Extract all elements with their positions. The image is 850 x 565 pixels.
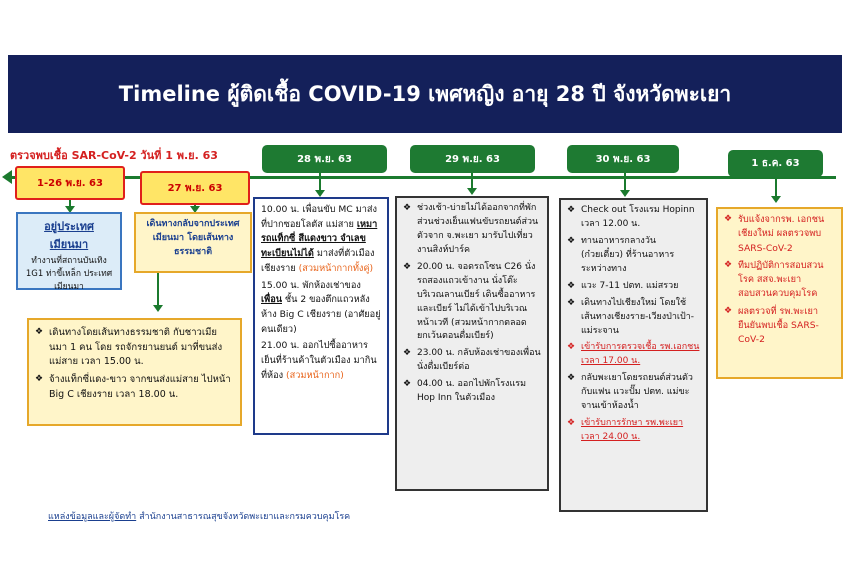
list-item: ❖ กลับพะเยาโดยรถยนต์ส่วนตัวกับแฟน แวะปั๊ม ปตท. แม่ขะจานเข้าห้องน้ำ <box>567 373 693 412</box>
list-item: ❖ 04.00 น. ออกไปพักโรงแรม Hop Inn ในตัวเมือง <box>403 379 527 404</box>
date-tag-29-nov: 29 พ.ย. 63 <box>410 145 535 173</box>
travel-box <box>27 318 242 426</box>
day28-entry-1: 10.00 น. เพื่อนขับ MC มาส่งที่ปากซอยโลตัส แม่สาย เหมารถแท็กซี่ สีแดงขาว จำเลขทะเบียนไม่ได้ มาส่งที่ตัวเมืองเชียงราย (สวมหน้ากากทั้งคู่) <box>261 204 378 274</box>
bullet-icon: ❖ <box>567 280 576 291</box>
return-box <box>134 212 252 273</box>
list-item: ❖ ทีมปฏิบัติการสอบสวนโรค สสจ.พะเยา สอบสวนควบคุมโรค <box>724 259 824 300</box>
connector-line <box>319 173 321 191</box>
arrow-down-icon <box>315 190 325 197</box>
source-line <box>48 509 350 523</box>
list-item: ❖ 20.00 น. จอดรถโซน C26 นั่งรถสองแถวเข้างาน นั่งโต๊ะบริเวณลานเบียร์ เดินซื้ออาหารและเบียร์ ไม่ได้เข้าไปบริเวณหน้าเวที (สวมหน้ากากตลอด ยกเว้นตอนดื่มเบียร์) <box>403 261 536 342</box>
bullet-icon: ❖ <box>403 203 412 213</box>
bullet-icon: ❖ <box>567 235 576 246</box>
bullet-icon: ❖ <box>403 379 412 390</box>
arrow-down-icon <box>771 196 781 203</box>
bullet-icon: ❖ <box>567 418 576 429</box>
list-item: ❖ เดินทางโดยเส้นทางธรรมชาติ กับชาวเมียนมา 1 คน โดย รถจักรยานยนต์ มาที่ขนส่งแม่สาย เวลา 15.00 น. <box>35 327 223 368</box>
date-tag-27-nov: 27 พ.ย. 63 <box>140 171 250 205</box>
arrow-down-icon <box>153 305 163 312</box>
bullet-icon: ❖ <box>567 342 576 353</box>
list-item: ❖ เข้ารับการรักษา รพ.พะเยา เวลา 24.00 น. <box>567 418 684 443</box>
page-title: Timeline ผู้ติดเชื้อ COVID-19 เพศหญิง อายุ 28 ปี จังหวัดพะเยา <box>8 55 842 133</box>
myanmar-body: ทำงานที่สถานบันเทิง 1G1 ท่าขี้เหล็ก ประเทศเมียนมา <box>25 256 113 292</box>
list-item: ❖ 23.00 น. กลับห้องเช่าของเพื่อน นั่งดื่มเบียร์ต่อ <box>403 348 541 373</box>
bullet-icon: ❖ <box>724 305 733 316</box>
bullet-icon: ❖ <box>35 374 44 385</box>
date-tag-28-nov: 28 พ.ย. 63 <box>262 145 387 173</box>
arrow-down-icon <box>467 188 477 195</box>
list-item: ❖ Check out โรงแรม Hopinn เวลา 12.00 น. <box>567 205 695 229</box>
source-text: สำนักงานสาธารณสุขจังหวัดพะเยาและกรมควบคุมโรค <box>139 512 351 522</box>
list-item: ❖ จ้างแท็กซี่แดง-ขาว จากขนส่งแม่สาย ไปหน้า Big C เชียงราย เวลา 18.00 น. <box>35 374 231 400</box>
list-item: ❖ เดินทางไปเชียงใหม่ โดยใช้เส้นทางเชียงราย-เวียงป่าเป้า-แม่ระจาน <box>567 297 695 336</box>
source-label: แหล่งข้อมูลและผู้จัดทำ <box>48 512 137 522</box>
day28-entry-2: 15.00 น. พักห้องเช่าของเพื่อน ชั้น 2 ของตึกแถวหลังห้าง Big C เชียงราย (อาศัยอยู่คนเดียว) <box>261 279 381 335</box>
detection-label: ตรวจพบเชื้อ SAR-CoV-2 วันที่ 1 พ.ย. 63 <box>10 149 218 162</box>
arrow-down-icon <box>620 190 630 197</box>
list-item: ❖ เข้ารับการตรวจเชื้อ รพ.เอกชน เวลา 17.00 น. <box>567 342 700 367</box>
day28-entry-3: 21.00 น. ออกไปซื้ออาหารเย็นที่ร้านค้าในตัวเมือง มากินที่ห้อง (สวมหน้ากาก) <box>261 340 377 381</box>
timeline-line <box>10 176 836 179</box>
bullet-icon: ❖ <box>567 205 576 215</box>
bullet-icon: ❖ <box>403 261 412 272</box>
day28-box <box>253 197 389 435</box>
bullet-icon: ❖ <box>724 214 733 224</box>
connector-line <box>471 173 473 189</box>
day1-dec-box <box>716 207 843 379</box>
connector-line <box>775 177 777 197</box>
myanmar-box <box>16 212 122 290</box>
myanmar-heading: อยู่ประเทศ <box>44 220 94 233</box>
date-tag-1-dec: 1 ธ.ค. 63 <box>728 150 823 177</box>
date-tag-30-nov: 30 พ.ย. 63 <box>567 145 679 173</box>
bullet-icon: ❖ <box>35 327 44 337</box>
timeline-arrow-icon <box>2 170 12 184</box>
connector-line <box>157 273 159 306</box>
connector-line <box>624 173 626 191</box>
day29-box <box>395 196 549 491</box>
return-text: เดินทางกลับจากประเทศเมียนมา โดยเส้นทางธรรมชาติ <box>146 219 240 257</box>
day30-box <box>559 198 708 512</box>
list-item: ❖ ช่วงเช้า-บ่ายไม่ได้ออกจากที่พัก ส่วนช่วงเย็นแฟนขับรถยนต์ส่วนตัวจาก จ.พะเยา มารับไปเที่ยวงานสิงห์ปาร์ค <box>403 203 539 255</box>
bullet-icon: ❖ <box>403 348 412 359</box>
bullet-icon: ❖ <box>567 297 576 308</box>
list-item: ❖ ผลตรวจที่ รพ.พะเยา ยืนยันพบเชื้อ SARS-CoV-2 <box>724 305 819 345</box>
list-item: ❖ แวะ 7-11 ปตท. แม่สรวย <box>567 280 700 294</box>
list-item: ❖ ทานอาหารกลางวัน (ก๋วยเตี๋ยว) ที่ร้านอาหารระหว่างทาง <box>567 235 675 274</box>
myanmar-heading-2: เมียนมา <box>49 238 89 251</box>
date-tag-1-26-nov: 1-26 พ.ย. 63 <box>15 166 125 200</box>
bullet-icon: ❖ <box>567 373 576 384</box>
bullet-icon: ❖ <box>724 259 733 270</box>
list-item: ❖ รับแจ้งจากรพ. เอกชนเชียงใหม่ ผลตรวจพบ SARS-CoV-2 <box>724 214 825 254</box>
